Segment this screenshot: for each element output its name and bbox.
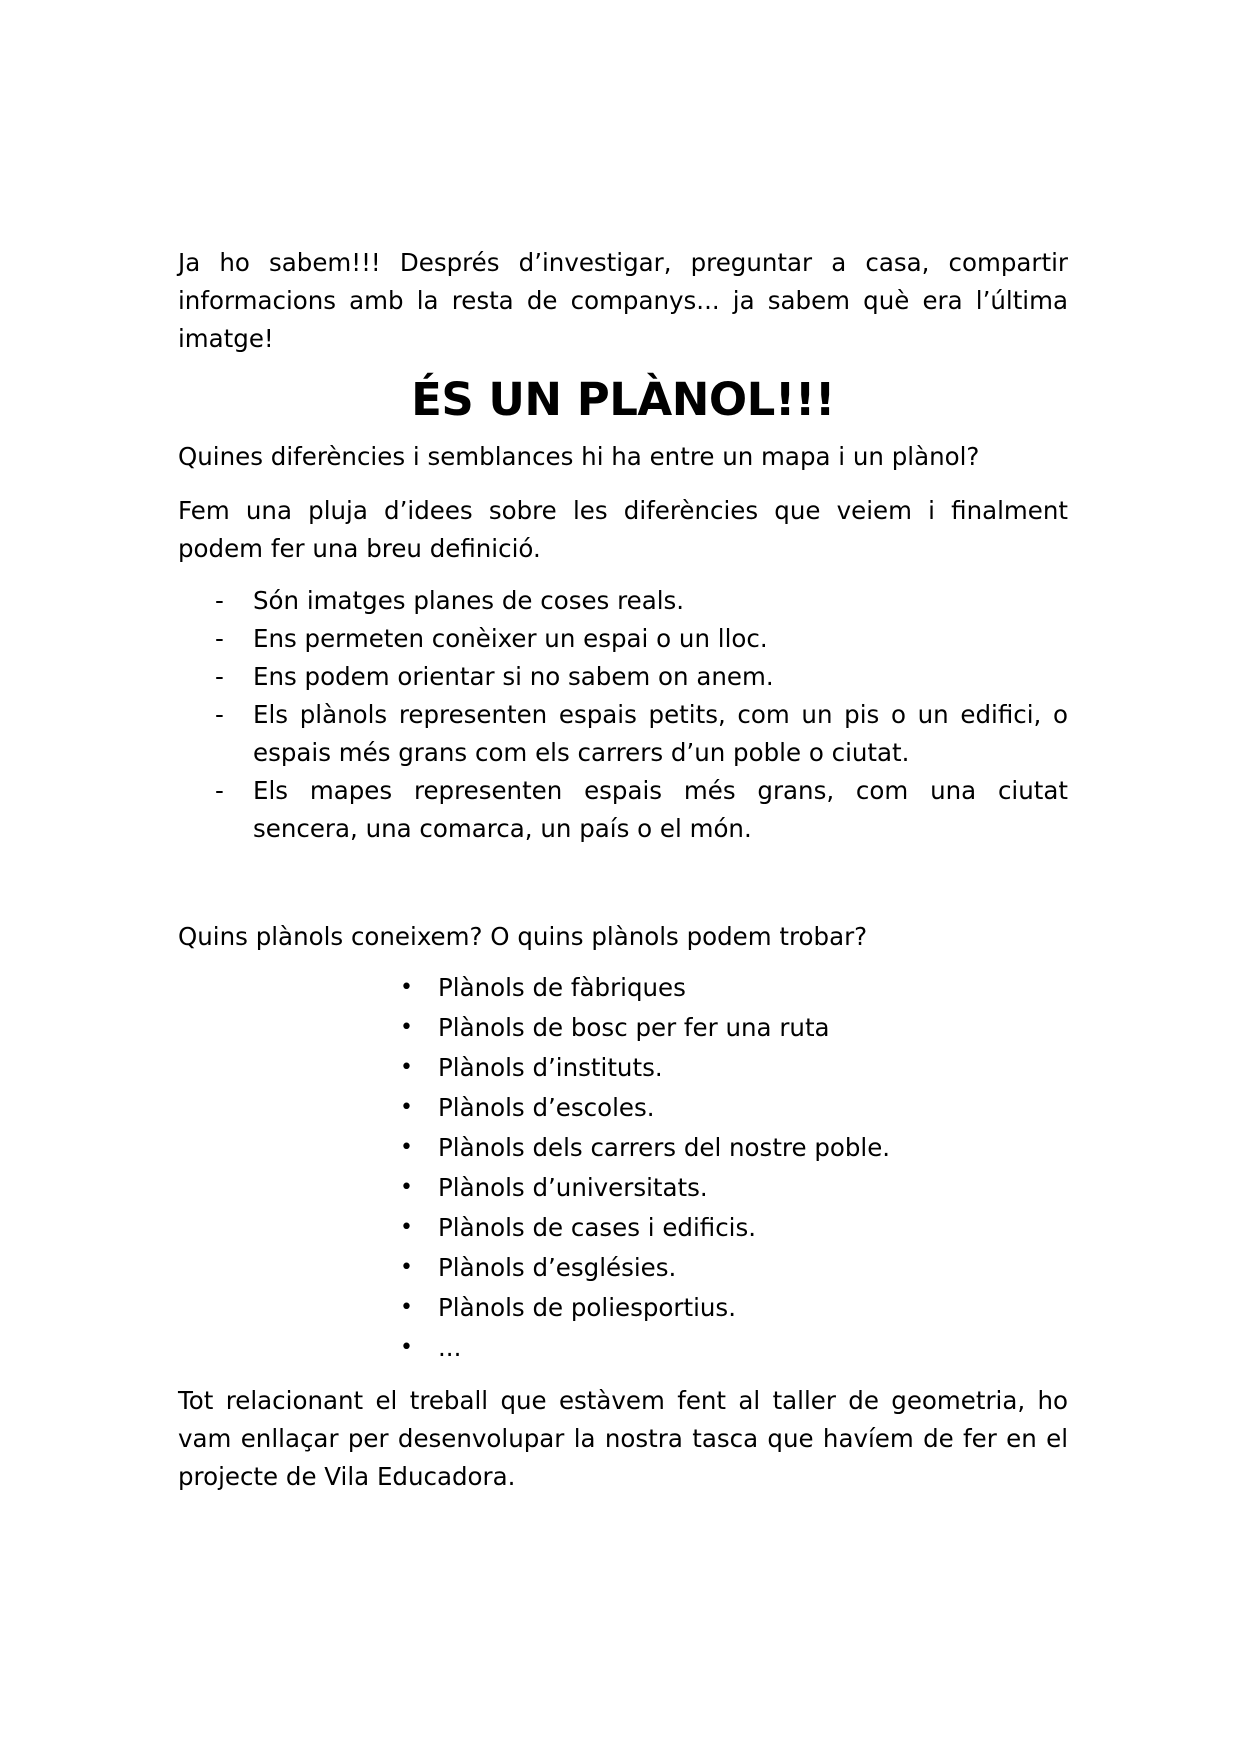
dash-marker: - (215, 586, 224, 615)
list-item: • Plànols d’esglésies. (178, 1248, 1068, 1288)
bullet-marker: • (400, 1215, 413, 1240)
document-page (178, 244, 1068, 1496)
list-item: - Ens permeten conèixer un espai o un lloc. (178, 620, 1068, 658)
dash-marker: - (215, 776, 224, 805)
dash-marker: - (215, 624, 224, 653)
list-item: • Plànols de cases i edificis. (178, 1208, 1068, 1248)
bullet-marker: • (400, 1255, 413, 1280)
list-item: • Plànols d’universitats. (178, 1168, 1068, 1208)
question-known-plans: Quins plànols coneixem? O quins plànols podem trobar? (178, 922, 868, 951)
page-heading: ÉS UN PLÀNOL!!! (411, 373, 835, 426)
bullet-marker: • (400, 1055, 413, 1080)
brainstorm-paragraph: Fem una pluja d’idees sobre les diferències que veiem i finalment podem fer una breu definició. (178, 496, 1068, 563)
list-item: • Plànols d’instituts. (178, 1048, 1068, 1088)
list-item: • Plànols d’escoles. (178, 1088, 1068, 1128)
differences-list (178, 582, 1068, 848)
bullet-marker: • (400, 1335, 413, 1360)
list-item: - Els mapes representen espais més grans, com una ciutat sencera, una comarca, un país o el món. (178, 772, 1068, 848)
list-item: - Els plànols representen espais petits, com un pis o un edifici, o espais més grans com els carrers d’un poble o ciutat. (178, 696, 1068, 772)
list-item: • Plànols de poliesportius. (178, 1288, 1068, 1328)
list-item: • Plànols dels carrers del nostre poble. (178, 1128, 1068, 1168)
bullet-marker: • (400, 1135, 413, 1160)
bullet-marker: • (400, 1015, 413, 1040)
list-item: - Són imatges planes de coses reals. (178, 582, 1068, 620)
closing-paragraph: Tot relacionant el treball que estàvem fent al taller de geometria, ho vam enllaçar per desenvolupar la nostra tasca que havíem de fer en el projecte de Vila Educadora. (178, 1386, 1068, 1491)
list-item: - Ens podem orientar si no sabem on anem. (178, 658, 1068, 696)
list-item: • Plànols de bosc per fer una ruta (178, 1008, 1068, 1048)
list-item: • ... (178, 1328, 1068, 1368)
bullet-marker: • (400, 1095, 413, 1120)
plans-list (178, 968, 1068, 1368)
bullet-marker: • (400, 1175, 413, 1200)
bullet-marker: • (400, 1295, 413, 1320)
list-item: • Plànols de fàbriques (178, 968, 1068, 1008)
question-map-vs-plan: Quines diferències i semblances hi ha entre un mapa i un plànol? (178, 442, 980, 471)
bullet-marker: • (400, 975, 413, 1000)
dash-marker: - (215, 700, 224, 729)
intro-paragraph: Ja ho sabem!!! Després d’investigar, preguntar a casa, compartir informacions amb la resta de companys... ja sabem què era l’última imatge! (178, 248, 1068, 353)
dash-marker: - (215, 662, 224, 691)
